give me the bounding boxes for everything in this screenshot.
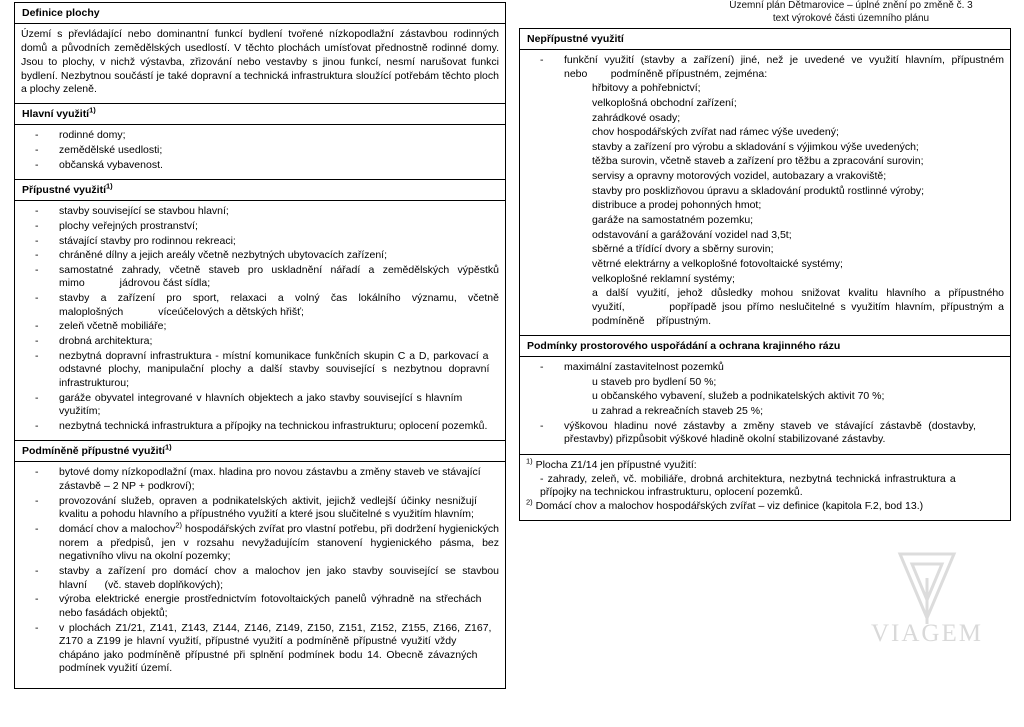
list-item: - drobná architektura; [21, 335, 499, 349]
header-note-line2: text výrokové části územního plánu [772, 12, 930, 24]
footnote-2-marker: 2) [526, 497, 533, 507]
list-item: - samostatné zahrady, včetně staveb pro uskladnění nářadí a zemědělských výpěstků mimo jádrovou část sídla; [21, 264, 499, 291]
podminene-pripustne-label: Podmíněně přípustné využití [22, 445, 165, 458]
list-item: - provozování služeb, opraven a podnikatelských aktivit, jejichž vedlejší účinky nesnižují kvalitu a pohodu hlavního a přípustného využití a které jsou slučitelné s využitím hlavním; [21, 495, 499, 522]
podminky-list [526, 361, 1004, 375]
list-item: - maximální zastavitelnost pozemků [526, 361, 1004, 375]
list-item: - plochy veřejných prostranství; [21, 220, 499, 234]
section-body-pripustne-vyuziti [14, 200, 506, 441]
pripustne-vyuziti-list [21, 205, 499, 433]
section-title-pripustne-vyuziti [14, 179, 506, 201]
nepripustne-list-b [526, 199, 1004, 328]
list-item: - výškovou hladinu nové zástavby a změny staveb ve stávající zástavbě (dostavby, přestavby) přizpůsobit výškové hladině okolní stabilizované zástavby. [526, 420, 1004, 447]
list-item: - v plochách Z1/21, Z141, Z143, Z144, Z146, Z149, Z150, Z151, Z152, Z155, Z166, Z167, Z170 a Z199 je hlavní využití, přípustné využití a podmíněně přípustné využití vždy chápáno jako podmíněně přípustné při splnění podmínek bodu 14. Obecně závazných podmínek využití území. [21, 622, 499, 677]
list-item: - nezbytná technická infrastruktura a přípojky na technickou infrastrukturu; oplocení pozemků. [21, 420, 499, 434]
watermark [842, 548, 1012, 658]
footnote-1-text: Plocha Z1/14 jen přípustné využití: [532, 459, 697, 472]
list-item: stavby a zařízení pro výrobu a skladování s výjimkou výše uvedených; [592, 140, 919, 153]
list-item: u staveb pro bydlení 50 %; [592, 375, 717, 388]
section-body-podminene-pripustne-vyuziti [14, 461, 506, 689]
list-item: garáže na samostatném pozemku; [592, 214, 754, 227]
section-title-podminky-prostoroveho-usporadani: Podmínky prostorového uspořádání a ochrana krajinného rázu [519, 335, 1011, 357]
list-item: u občanského vybavení, služeb a podnikatelských aktivit 70 %; [592, 390, 885, 403]
pripustne-vyuziti-label: Přípustné využití [22, 184, 107, 197]
footnotes-box [519, 454, 1011, 521]
list-item: - zemědělské usedlosti; [21, 144, 499, 158]
list-item: servisy a opravny motorových vozidel, autobazary a vrakoviště; [592, 170, 887, 183]
footnote-2 [526, 497, 1004, 514]
list-item: hřbitovy a pohřebnictví; [592, 82, 701, 95]
watermark-text: VIAGEM [871, 620, 983, 647]
list-item: - rodinné domy; [21, 129, 499, 143]
list-item: - chráněné dílny a jejich areály včetně nezbytných ubytovacích zařízení; [21, 249, 499, 263]
list-item-text-html: domácí chov a malochov$^{2)}$ hospodářských zvířat pro vlastní potřebu, při dodržení hygienických norem a předpisů, jen v rozsahu nevyžadujícím stanovení hygienického pásma, bez negativního vlivu na okolní pozemky; [59, 520, 499, 563]
podminene-pripustne-footnote-ref: 1) [164, 442, 172, 452]
list-item: - stávající stavby pro rodinnou rekreaci; [21, 235, 499, 249]
section-body-definice-plochy [14, 23, 506, 104]
header-note-line1: Územní plán Dětmarovice – úplné znění po změně č. 3 [729, 0, 973, 11]
list-item: stavby pro posklizňovou úpravu a skladování produktů rostlinné výroby; [592, 184, 925, 197]
pripustne-vyuziti-footnote-ref: 1) [106, 181, 113, 191]
section-title-definice-plochy: Definice plochy [14, 2, 506, 24]
podminky-sublist [526, 376, 1004, 419]
list-item: velkoplošné reklamní systémy; [592, 272, 735, 285]
hlavni-vyuziti-label: Hlavní využití [22, 108, 90, 121]
nepripustne-intro: - funkční využití (stavby a zařízení) jiné, než je uvedené ve využití hlavním, přípustném nebo podmíněně přípustném, zejména: [526, 54, 1004, 81]
list-item: zahrádkové osady; [592, 111, 681, 124]
list-item: - stavby a zařízení pro sport, relaxaci a volný čas lokálního významu, včetně maloplošných víceúčelových a dětských hřišť; [21, 292, 499, 319]
section-body-nepripustne-vyuziti [519, 49, 1011, 336]
list-item: - výroba elektrické energie prostřednictvím fotovoltaických panelů výhradně na střechách nebo fasádách objektů; [21, 593, 499, 620]
list-item: chov hospodářských zvířat nad rámec výše uvedený; [592, 126, 839, 139]
list-item: odstavování a garážování vozidel nad 3,5t; [592, 228, 792, 241]
section-body-hlavni-vyuziti [14, 124, 506, 180]
nepripustne-list-a [526, 82, 1004, 198]
list-item [21, 520, 499, 564]
podminene-pripustne-list [21, 466, 499, 676]
section-title-hlavni-vyuziti [14, 103, 506, 125]
footnote-2-text: Domácí chov a malochov hospodářských zvířat – viz definice (kapitola F.2, bod 13.) [532, 499, 924, 512]
footnote-1-marker: 1) [526, 456, 533, 466]
list-item: velkoplošná obchodní zařízení; [592, 96, 737, 109]
list-item: - bytové domy nízkopodlažní (max. hladina pro novou zástavbu a změny staveb ve stávající zástavbě – 2 NP + podkroví); [21, 466, 499, 493]
list-item: - zeleň včetně mobiliáře; [21, 320, 499, 334]
footnote-1-items: - zahrady, zeleň, vč. mobiliáře, drobná architektura, nezbytná technická infrastruktura a přípojky na technickou infrastrukturu, oplocení pozemků. [540, 472, 1004, 499]
hlavni-vyuziti-list [21, 129, 499, 172]
list-item: - stavby a zařízení pro domácí chov a malochov jen jako stavby související se stavbou hlavní (vč. staveb doplňkových); [21, 565, 499, 592]
section-title-podminene-pripustne-vyuziti [14, 440, 506, 462]
list-item: - nezbytná dopravní infrastruktura - místní komunikace funkčních skupin C a D, parkovací a odstavné plochy, manipulační plochy a další stavby související s nezbytnou dopravní infrastrukturou; [21, 350, 499, 391]
list-item: těžba surovin, včetně staveb a zařízení pro těžbu a zpracování surovin; [592, 155, 924, 168]
definice-paragraph: Území s převládající nebo dominantní funkcí bydlení tvořené nízkopodlažní zástavbou rodinných domů a původních zemědělských usedlostí. V těchto plochách umísťovat přednostně rodinné domy. Jsou to plochy, v nichž výstavba, zřizování nebo vestavby s jinou funkcí, nesmí narušovat funkci bydlení. Nezbytnou součástí je také dopravní a technická infrastruktura sloužící potřebám těchto ploch a plochy zeleně. [21, 28, 499, 96]
list-item: větrné elektrárny a velkoplošné fotovoltaické systémy; [592, 257, 843, 270]
list-item: - garáže obyvatel integrované v hlavních objektech a jako stavby související s hlavním využitím; [21, 392, 499, 419]
hlavni-vyuziti-footnote-ref: 1) [89, 105, 96, 115]
viagem-logo-icon [894, 548, 960, 627]
list-item: - občanská vybavenost. [21, 159, 499, 173]
podminky-list-2 [526, 420, 1004, 447]
list-item: sběrné a třídící dvory a sběrny surovin; [592, 243, 774, 256]
list-item: - stavby související se stavbou hlavní; [21, 205, 499, 219]
section-title-nepripustne-vyuziti: Nepřípustné využití [519, 28, 1011, 50]
list-item: a další využití, jehož důsledky mohou snižovat kvalitu hlavního a přípustného využití, popřípadě jsou přímo neslučitelné s využitím hlavním, přípustným a podmíněně přípustným. [592, 287, 1004, 327]
footnote-1 [526, 456, 1004, 473]
list-item: u zahrad a rekreačních staveb 25 %; [592, 405, 764, 418]
document-header-note [686, 0, 1016, 25]
list-item: distribuce a prodej pohonných hmot; [592, 199, 762, 212]
right-column [519, 28, 1011, 520]
section-body-podminky-prostoroveho-usporadani [519, 356, 1011, 455]
left-column [14, 2, 506, 688]
